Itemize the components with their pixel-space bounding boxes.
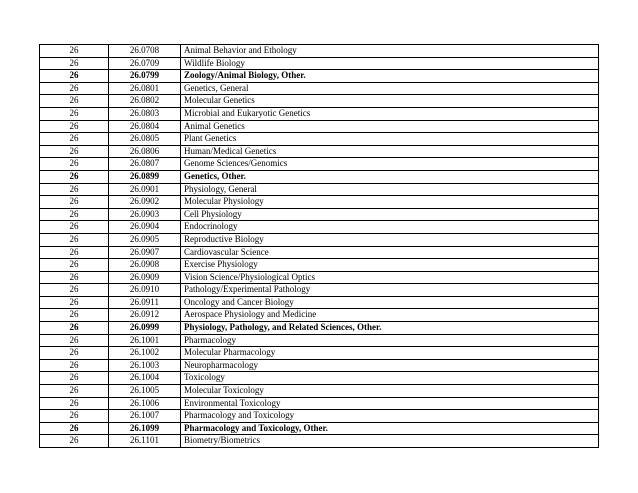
table-row bbox=[40, 208, 599, 221]
table-row bbox=[40, 372, 599, 385]
table-row bbox=[40, 347, 599, 360]
table-row bbox=[40, 422, 599, 435]
series-cell: 26 bbox=[40, 359, 109, 372]
series-cell: 26 bbox=[40, 284, 109, 297]
series-cell: 26 bbox=[40, 158, 109, 171]
table-row bbox=[40, 271, 599, 284]
table-row bbox=[40, 296, 599, 309]
table-row bbox=[40, 120, 599, 133]
cip-code-cell: 26.1099 bbox=[109, 422, 181, 435]
cip-code-cell: 26.0908 bbox=[109, 259, 181, 272]
cip-code-cell: 26.1006 bbox=[109, 397, 181, 410]
table-row bbox=[40, 259, 599, 272]
cip-table-body bbox=[40, 45, 599, 448]
table-row bbox=[40, 284, 599, 297]
table-row bbox=[40, 70, 599, 83]
table-row bbox=[40, 233, 599, 246]
series-cell: 26 bbox=[40, 170, 109, 183]
cip-code-cell: 26.1004 bbox=[109, 372, 181, 385]
table-row bbox=[40, 435, 599, 448]
table-row bbox=[40, 334, 599, 347]
program-title-cell: Biometry/Biometrics bbox=[181, 435, 599, 448]
program-title-cell: Vision Science/Physiological Optics bbox=[181, 271, 599, 284]
program-title-cell: Molecular Physiology bbox=[181, 196, 599, 209]
cip-code-cell: 26.0801 bbox=[109, 82, 181, 95]
program-title-cell: Toxicology bbox=[181, 372, 599, 385]
cip-code-cell: 26.0799 bbox=[109, 70, 181, 83]
program-title-cell: Pharmacology bbox=[181, 334, 599, 347]
table-row bbox=[40, 221, 599, 234]
program-title-cell: Pharmacology and Toxicology bbox=[181, 410, 599, 423]
series-cell: 26 bbox=[40, 120, 109, 133]
cip-code-cell: 26.0902 bbox=[109, 196, 181, 209]
program-title-cell: Reproductive Biology bbox=[181, 233, 599, 246]
cip-code-cell: 26.0903 bbox=[109, 208, 181, 221]
cip-code-cell: 26.0899 bbox=[109, 170, 181, 183]
program-title-cell: Cardiovascular Science bbox=[181, 246, 599, 259]
series-cell: 26 bbox=[40, 385, 109, 398]
program-title-cell: Exercise Physiology bbox=[181, 259, 599, 272]
series-cell: 26 bbox=[40, 57, 109, 70]
program-title-cell: Genetics, Other. bbox=[181, 170, 599, 183]
series-cell: 26 bbox=[40, 296, 109, 309]
program-title-cell: Animal Behavior and Ethology bbox=[181, 45, 599, 58]
series-cell: 26 bbox=[40, 82, 109, 95]
table-row bbox=[40, 309, 599, 322]
series-cell: 26 bbox=[40, 309, 109, 322]
table-row bbox=[40, 133, 599, 146]
series-cell: 26 bbox=[40, 107, 109, 120]
cip-code-cell: 26.1005 bbox=[109, 385, 181, 398]
series-cell: 26 bbox=[40, 45, 109, 58]
series-cell: 26 bbox=[40, 133, 109, 146]
cip-code-cell: 26.0803 bbox=[109, 107, 181, 120]
cip-code-cell: 26.0910 bbox=[109, 284, 181, 297]
table-row bbox=[40, 170, 599, 183]
cip-code-cell: 26.0804 bbox=[109, 120, 181, 133]
series-cell: 26 bbox=[40, 233, 109, 246]
cip-code-cell: 26.0805 bbox=[109, 133, 181, 146]
table-row bbox=[40, 107, 599, 120]
table-row bbox=[40, 183, 599, 196]
cip-code-cell: 26.0999 bbox=[109, 322, 181, 335]
series-cell: 26 bbox=[40, 259, 109, 272]
cip-code-cell: 26.0905 bbox=[109, 233, 181, 246]
cip-code-cell: 26.1002 bbox=[109, 347, 181, 360]
cip-code-cell: 26.0911 bbox=[109, 296, 181, 309]
series-cell: 26 bbox=[40, 196, 109, 209]
cip-code-cell: 26.0907 bbox=[109, 246, 181, 259]
table-row bbox=[40, 82, 599, 95]
cip-code-cell: 26.1007 bbox=[109, 410, 181, 423]
series-cell: 26 bbox=[40, 435, 109, 448]
series-cell: 26 bbox=[40, 70, 109, 83]
cip-code-cell: 26.0802 bbox=[109, 95, 181, 108]
program-title-cell: Plant Genetics bbox=[181, 133, 599, 146]
table-row bbox=[40, 397, 599, 410]
program-title-cell: Physiology, General bbox=[181, 183, 599, 196]
cip-code-cell: 26.0708 bbox=[109, 45, 181, 58]
cip-code-cell: 26.1101 bbox=[109, 435, 181, 448]
program-title-cell: Zoology/Animal Biology, Other. bbox=[181, 70, 599, 83]
program-title-cell: Molecular Genetics bbox=[181, 95, 599, 108]
program-title-cell: Pathology/Experimental Pathology bbox=[181, 284, 599, 297]
program-title-cell: Wildlife Biology bbox=[181, 57, 599, 70]
cip-code-cell: 26.0709 bbox=[109, 57, 181, 70]
cip-code-cell: 26.0806 bbox=[109, 145, 181, 158]
series-cell: 26 bbox=[40, 145, 109, 158]
table-row bbox=[40, 322, 599, 335]
program-title-cell: Pharmacology and Toxicology, Other. bbox=[181, 422, 599, 435]
program-title-cell: Molecular Toxicology bbox=[181, 385, 599, 398]
series-cell: 26 bbox=[40, 422, 109, 435]
series-cell: 26 bbox=[40, 271, 109, 284]
table-row bbox=[40, 57, 599, 70]
cip-code-cell: 26.0807 bbox=[109, 158, 181, 171]
program-title-cell: Microbial and Eukaryotic Genetics bbox=[181, 107, 599, 120]
table-row bbox=[40, 95, 599, 108]
program-title-cell: Genome Sciences/Genomics bbox=[181, 158, 599, 171]
table-row bbox=[40, 158, 599, 171]
table-row bbox=[40, 359, 599, 372]
series-cell: 26 bbox=[40, 372, 109, 385]
cip-code-table bbox=[39, 44, 599, 448]
program-title-cell: Molecular Pharmacology bbox=[181, 347, 599, 360]
series-cell: 26 bbox=[40, 322, 109, 335]
program-title-cell: Cell Physiology bbox=[181, 208, 599, 221]
series-cell: 26 bbox=[40, 208, 109, 221]
program-title-cell: Environmental Toxicology bbox=[181, 397, 599, 410]
table-row bbox=[40, 246, 599, 259]
table-row bbox=[40, 385, 599, 398]
program-title-cell: Genetics, General bbox=[181, 82, 599, 95]
program-title-cell: Aerospace Physiology and Medicine bbox=[181, 309, 599, 322]
cip-code-cell: 26.0912 bbox=[109, 309, 181, 322]
table-row bbox=[40, 196, 599, 209]
series-cell: 26 bbox=[40, 410, 109, 423]
series-cell: 26 bbox=[40, 347, 109, 360]
program-title-cell: Neuropharmacology bbox=[181, 359, 599, 372]
cip-code-cell: 26.0904 bbox=[109, 221, 181, 234]
cip-code-cell: 26.0901 bbox=[109, 183, 181, 196]
cip-code-cell: 26.1001 bbox=[109, 334, 181, 347]
program-title-cell: Animal Genetics bbox=[181, 120, 599, 133]
program-title-cell: Oncology and Cancer Biology bbox=[181, 296, 599, 309]
table-row bbox=[40, 45, 599, 58]
table-row bbox=[40, 145, 599, 158]
cip-code-cell: 26.1003 bbox=[109, 359, 181, 372]
program-title-cell: Physiology, Pathology, and Related Sciences, Other. bbox=[181, 322, 599, 335]
series-cell: 26 bbox=[40, 95, 109, 108]
program-title-cell: Human/Medical Genetics bbox=[181, 145, 599, 158]
series-cell: 26 bbox=[40, 221, 109, 234]
series-cell: 26 bbox=[40, 334, 109, 347]
series-cell: 26 bbox=[40, 397, 109, 410]
program-title-cell: Endocrinology bbox=[181, 221, 599, 234]
series-cell: 26 bbox=[40, 183, 109, 196]
series-cell: 26 bbox=[40, 246, 109, 259]
table-row bbox=[40, 410, 599, 423]
cip-code-cell: 26.0909 bbox=[109, 271, 181, 284]
